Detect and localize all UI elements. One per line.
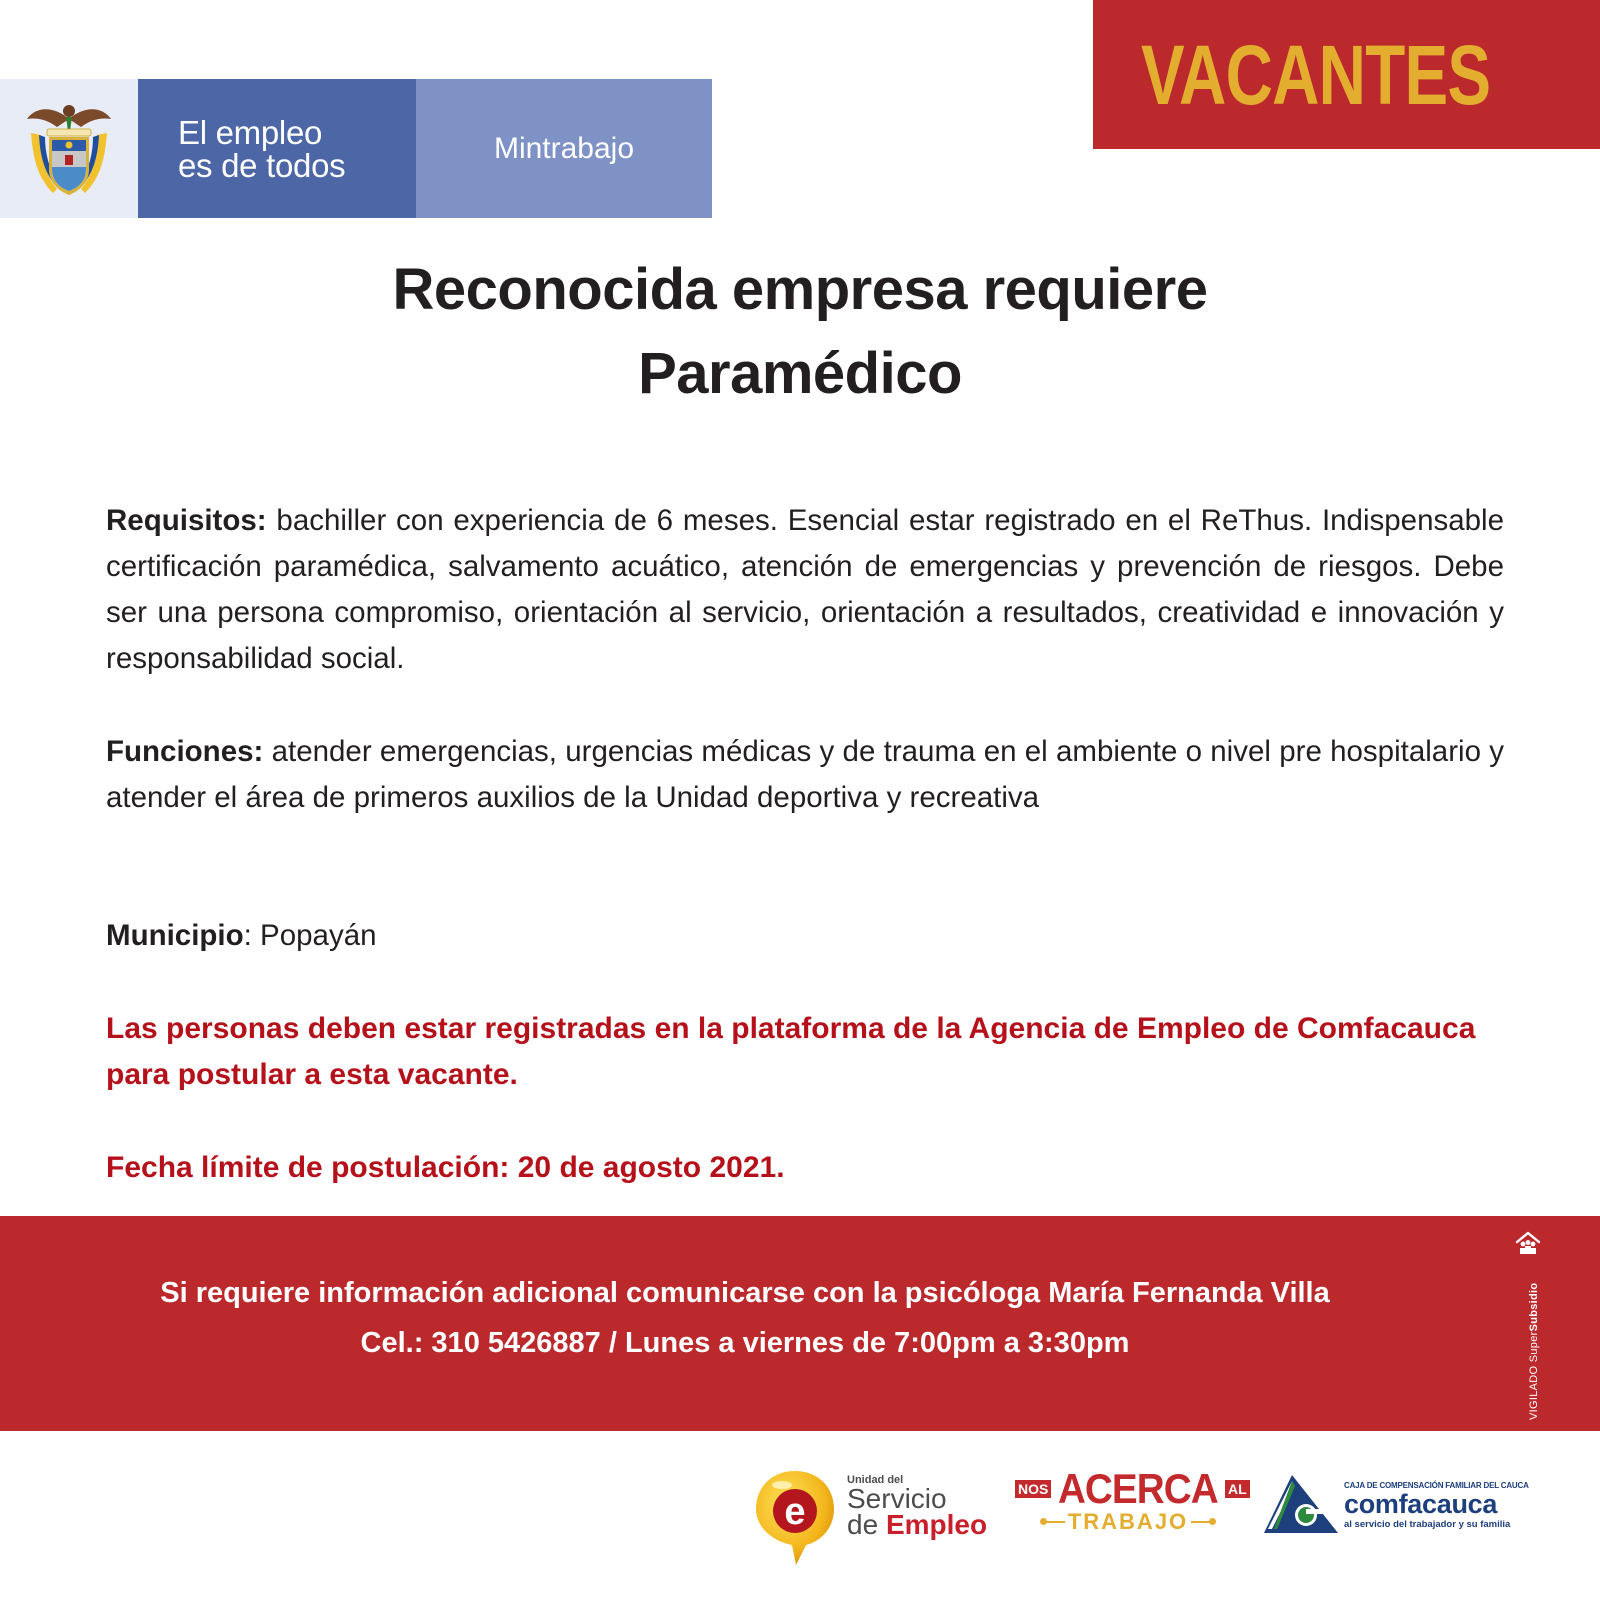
- requirements-paragraph: [106, 498, 1504, 682]
- acerca-al: AL: [1225, 1480, 1250, 1498]
- servicio-small: Unidad del: [847, 1474, 904, 1486]
- municipality-label: Municipio: [106, 919, 244, 952]
- acerca-row: [1015, 1465, 1247, 1512]
- trabajo-left-line: [1043, 1521, 1065, 1523]
- contact-line-1: Si requiere información adicional comunicarse con la psicóloga María Fernanda Villa: [160, 1277, 1330, 1309]
- title-line-2: Paramédico: [638, 341, 962, 406]
- slogan-line-2: es de todos: [178, 146, 346, 184]
- vacantes-banner: [1093, 0, 1600, 149]
- government-header-band: [0, 79, 712, 218]
- nos-acerca-al-trabajo-logo: [1015, 1465, 1247, 1549]
- registration-notice: Las personas deben estar registradas en la plataforma de la Agencia de Empleo de Comfacauca para postular a esta vacante.: [106, 1012, 1476, 1091]
- servicio-big-1: Servicio: [847, 1483, 947, 1514]
- acerca-word: ACERCA: [1058, 1465, 1219, 1512]
- municipality-paragraph: [106, 913, 1504, 959]
- contact-info: [0, 1268, 1490, 1368]
- ministry-label: Mintrabajo: [416, 79, 712, 218]
- slogan-line-1: El empleo: [178, 113, 323, 151]
- application-deadline: Fecha límite de postulación: 20 de agosto 2021.: [106, 1151, 785, 1184]
- vigilado-supersubsidio: [1510, 1230, 1546, 1420]
- servicio-empleo-e-icon: [752, 1467, 838, 1567]
- comfacauca-tagline: al servicio del trabajador y su familia: [1344, 1519, 1511, 1530]
- functions-paragraph: [106, 729, 1504, 821]
- shield-cell: [0, 79, 138, 218]
- contact-line-2: Cel.: 310 5426887 / Lunes a viernes de 7:00pm a 3:30pm: [360, 1327, 1130, 1359]
- trabajo-row: [1015, 1509, 1235, 1535]
- svg-text:e: e: [784, 1491, 806, 1533]
- servicio-empleo-text: [847, 1475, 987, 1538]
- title-line-1: Reconocida empresa requiere: [392, 257, 1208, 322]
- comfacauca-triangle-icon: [1262, 1471, 1342, 1535]
- requirements-label: Requisitos:: [106, 504, 267, 537]
- vigilado-bold: Subsidio: [1528, 1282, 1540, 1332]
- page-title: [0, 248, 1600, 416]
- contact-band: [0, 1216, 1600, 1431]
- supersubsidio-icon: [1514, 1230, 1542, 1256]
- footer-logos: [0, 1431, 1600, 1600]
- comfacauca-name: comfacauca: [1344, 1489, 1498, 1519]
- servicio-big-2-prefix: de: [847, 1509, 886, 1540]
- acerca-nos: NOS: [1015, 1480, 1051, 1498]
- trabajo-right-line: [1191, 1521, 1213, 1523]
- functions-label: Funciones:: [106, 735, 264, 768]
- vigilado-text: [1528, 1283, 1540, 1420]
- comfacauca-top-text: CAJA DE COMPENSACIÓN FAMILIAR DEL CAUCA: [1344, 1481, 1529, 1490]
- servicio-big-2-red: Empleo: [885, 1509, 988, 1540]
- trabajo-word: TRABAJO: [1067, 1509, 1189, 1534]
- vigilado-prefix: VIGILADO Super: [1528, 1331, 1540, 1420]
- requirements-text: bachiller con experiencia de 6 meses. Esencial estar registrado en el ReThus. Indispensable certificación paramédica, salvamento acuático, atención de emergencias y prevención de riesgos. Debe ser una persona compromiso, orientación al servicio, orientación a resultados, creatividad e innovación y responsabilidad social.: [106, 504, 1504, 675]
- colombia-coat-of-arms-icon: [23, 97, 115, 201]
- vacantes-label: VACANTES: [1141, 27, 1491, 122]
- slogan-block: [138, 79, 416, 218]
- servicio-big-2: [847, 1509, 988, 1540]
- servicio-empleo-logo: [750, 1461, 995, 1571]
- functions-text: atender emergencias, urgencias médicas y de trauma en el ambiente o nivel pre hospitalario y atender el área de primeros auxilios de la Unidad deportiva y recreativa: [106, 735, 1504, 814]
- municipality-text: : Popayán: [243, 919, 377, 952]
- comfacauca-logo: [1262, 1471, 1532, 1541]
